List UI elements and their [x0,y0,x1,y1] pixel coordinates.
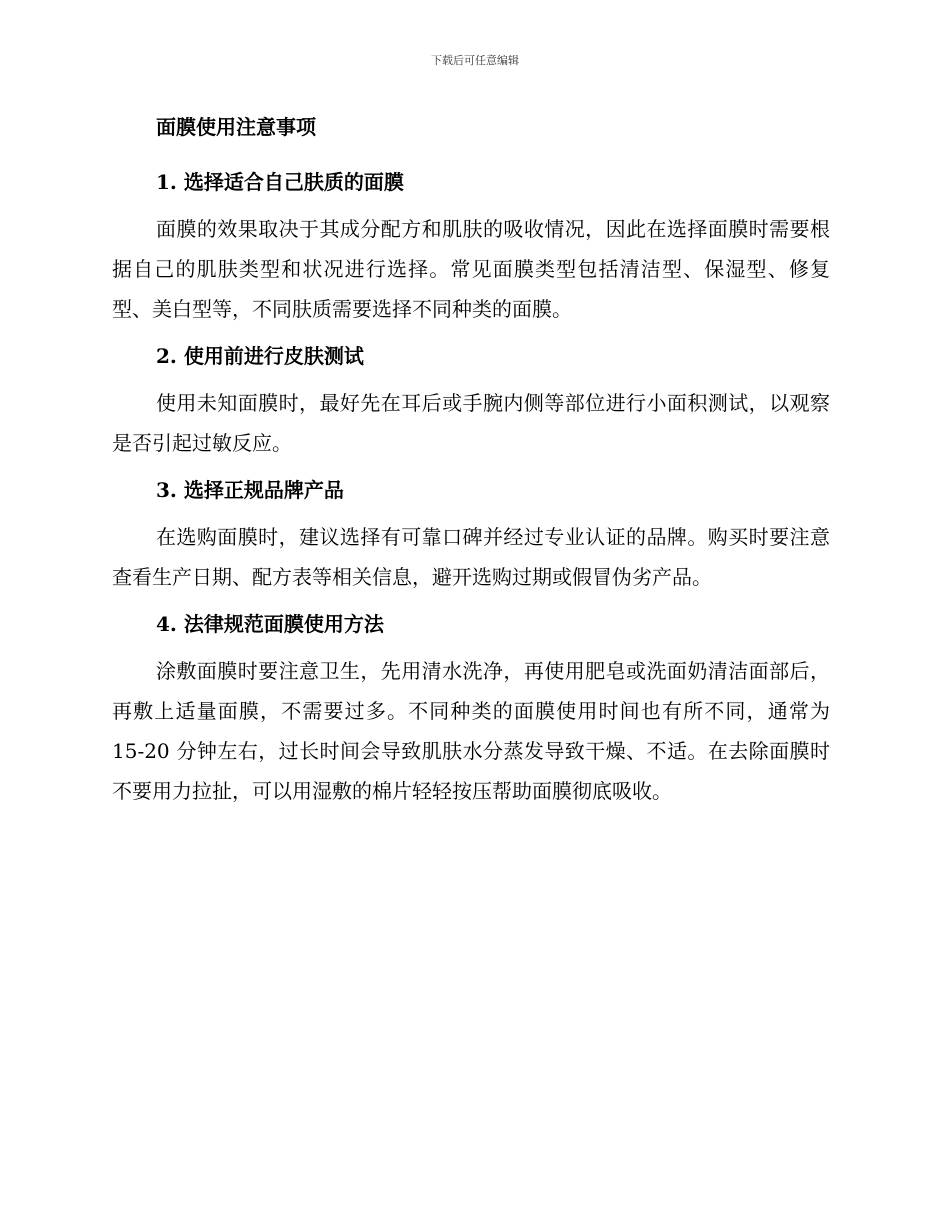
page-header: 下载后可任意编辑 [431,54,519,67]
section-paragraph-1: 面膜的效果取决于其成分配方和肌肤的吸收情况，因此在选择面膜时需要根据自己的肌肤类型和状况进行选择。常见面膜类型包括清洁型、保湿型、修复型、美白型等，不同肤质需要选择不同种类的面膜。 [112,217,830,321]
section-heading-1: 1. 选择适合自己肤质的面膜 [156,170,404,194]
document-title: 面膜使用注意事项 [156,115,316,139]
section-paragraph-2: 使用未知面膜时，最好先在耳后或手腕内侧等部位进行小面积测试，以观察是否引起过敏反应。 [112,391,830,455]
section-heading-3: 3. 选择正规品牌产品 [156,478,344,502]
document-body [112,112,830,811]
section-paragraph-4: 涂敷面膜时要注意卫生，先用清水洗净，再使用肥皂或洗面奶清洁面部后，再敷上适量面膜，不需要过多。不同种类的面膜使用时间也有所不同，通常为 15-20 分钟左右，过长时间会导致肌肤水分蒸发导致干燥、不适。在去除面膜时不要用力拉扯，可以用湿敷的棉片轻轻按压帮助面膜彻底吸收。 [112,659,830,803]
section-heading-4: 4. 法律规范面膜使用方法 [156,612,384,636]
section-heading-2: 2. 使用前进行皮肤测试 [156,344,364,368]
section-paragraph-3: 在选购面膜时，建议选择有可靠口碑并经过专业认证的品牌。购买时要注意查看生产日期、配方表等相关信息，避开选购过期或假冒伪劣产品。 [112,525,830,589]
